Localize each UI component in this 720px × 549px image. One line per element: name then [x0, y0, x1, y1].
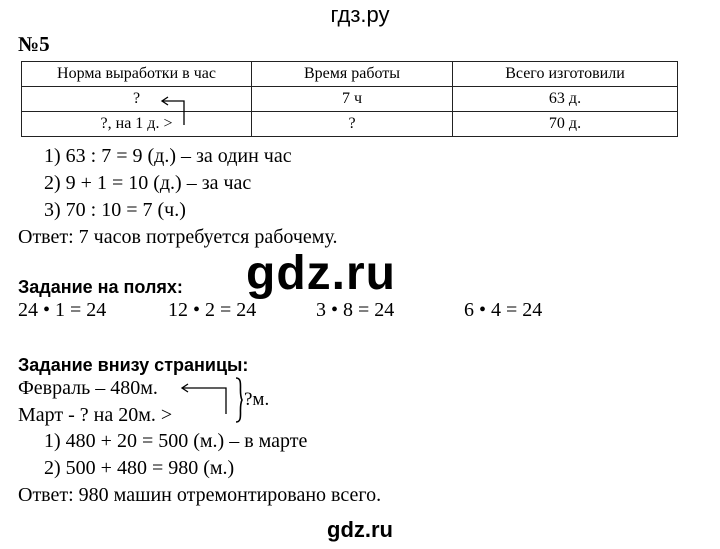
- given-february: Февраль – 480м.: [18, 377, 158, 399]
- given-march: Март - ? на 20м. >: [18, 404, 173, 426]
- solution-step: 3) 70 : 10 = 7 (ч.): [44, 199, 186, 221]
- answer-text: Ответ: 980 машин отремонтировано всего.: [18, 484, 382, 506]
- given-arrow-icon: [182, 384, 226, 414]
- solution-step: 1) 63 : 7 = 9 (д.) – за один час: [44, 145, 292, 167]
- table-cell: 7 ч: [252, 87, 453, 112]
- table-header-cell: Время работы: [252, 62, 453, 87]
- curly-brace-icon: [236, 378, 242, 422]
- margin-equation: 12 • 2 = 24: [168, 299, 257, 321]
- solution-step: 2) 9 + 1 = 10 (д.) – за час: [44, 172, 252, 194]
- watermark-bottom: gdz.ru: [327, 517, 393, 542]
- table-header-cell: Норма выработки в час: [22, 62, 252, 87]
- table-cell: 70 д.: [453, 112, 678, 137]
- solution-step: 1) 480 + 20 = 500 (м.) – в марте: [44, 430, 308, 452]
- margin-equation: 24 • 1 = 24: [18, 299, 107, 321]
- margin-equation: 3 • 8 = 24: [316, 299, 395, 321]
- table-arrow-icon: [162, 97, 184, 125]
- brace-label: ?м.: [244, 389, 270, 410]
- watermark-middle: gdz.ru: [246, 247, 396, 300]
- watermark-top: гдз.ру: [330, 2, 390, 27]
- bottom-task-title: Задание внизу страницы:: [18, 355, 249, 375]
- table-cell: ?: [252, 112, 453, 137]
- answer-text: Ответ: 7 часов потребуется рабочему.: [18, 226, 338, 248]
- margin-equation: 6 • 4 = 24: [464, 299, 543, 321]
- task-number: №5: [18, 32, 50, 56]
- margin-task-title: Задание на полях:: [18, 277, 183, 297]
- solution-step: 2) 500 + 480 = 980 (м.): [44, 457, 235, 479]
- table-cell: ?: [22, 87, 252, 112]
- table-header-cell: Всего изготовили: [453, 62, 678, 87]
- table-cell: ?, на 1 д. >: [22, 112, 252, 137]
- table-cell: 63 д.: [453, 87, 678, 112]
